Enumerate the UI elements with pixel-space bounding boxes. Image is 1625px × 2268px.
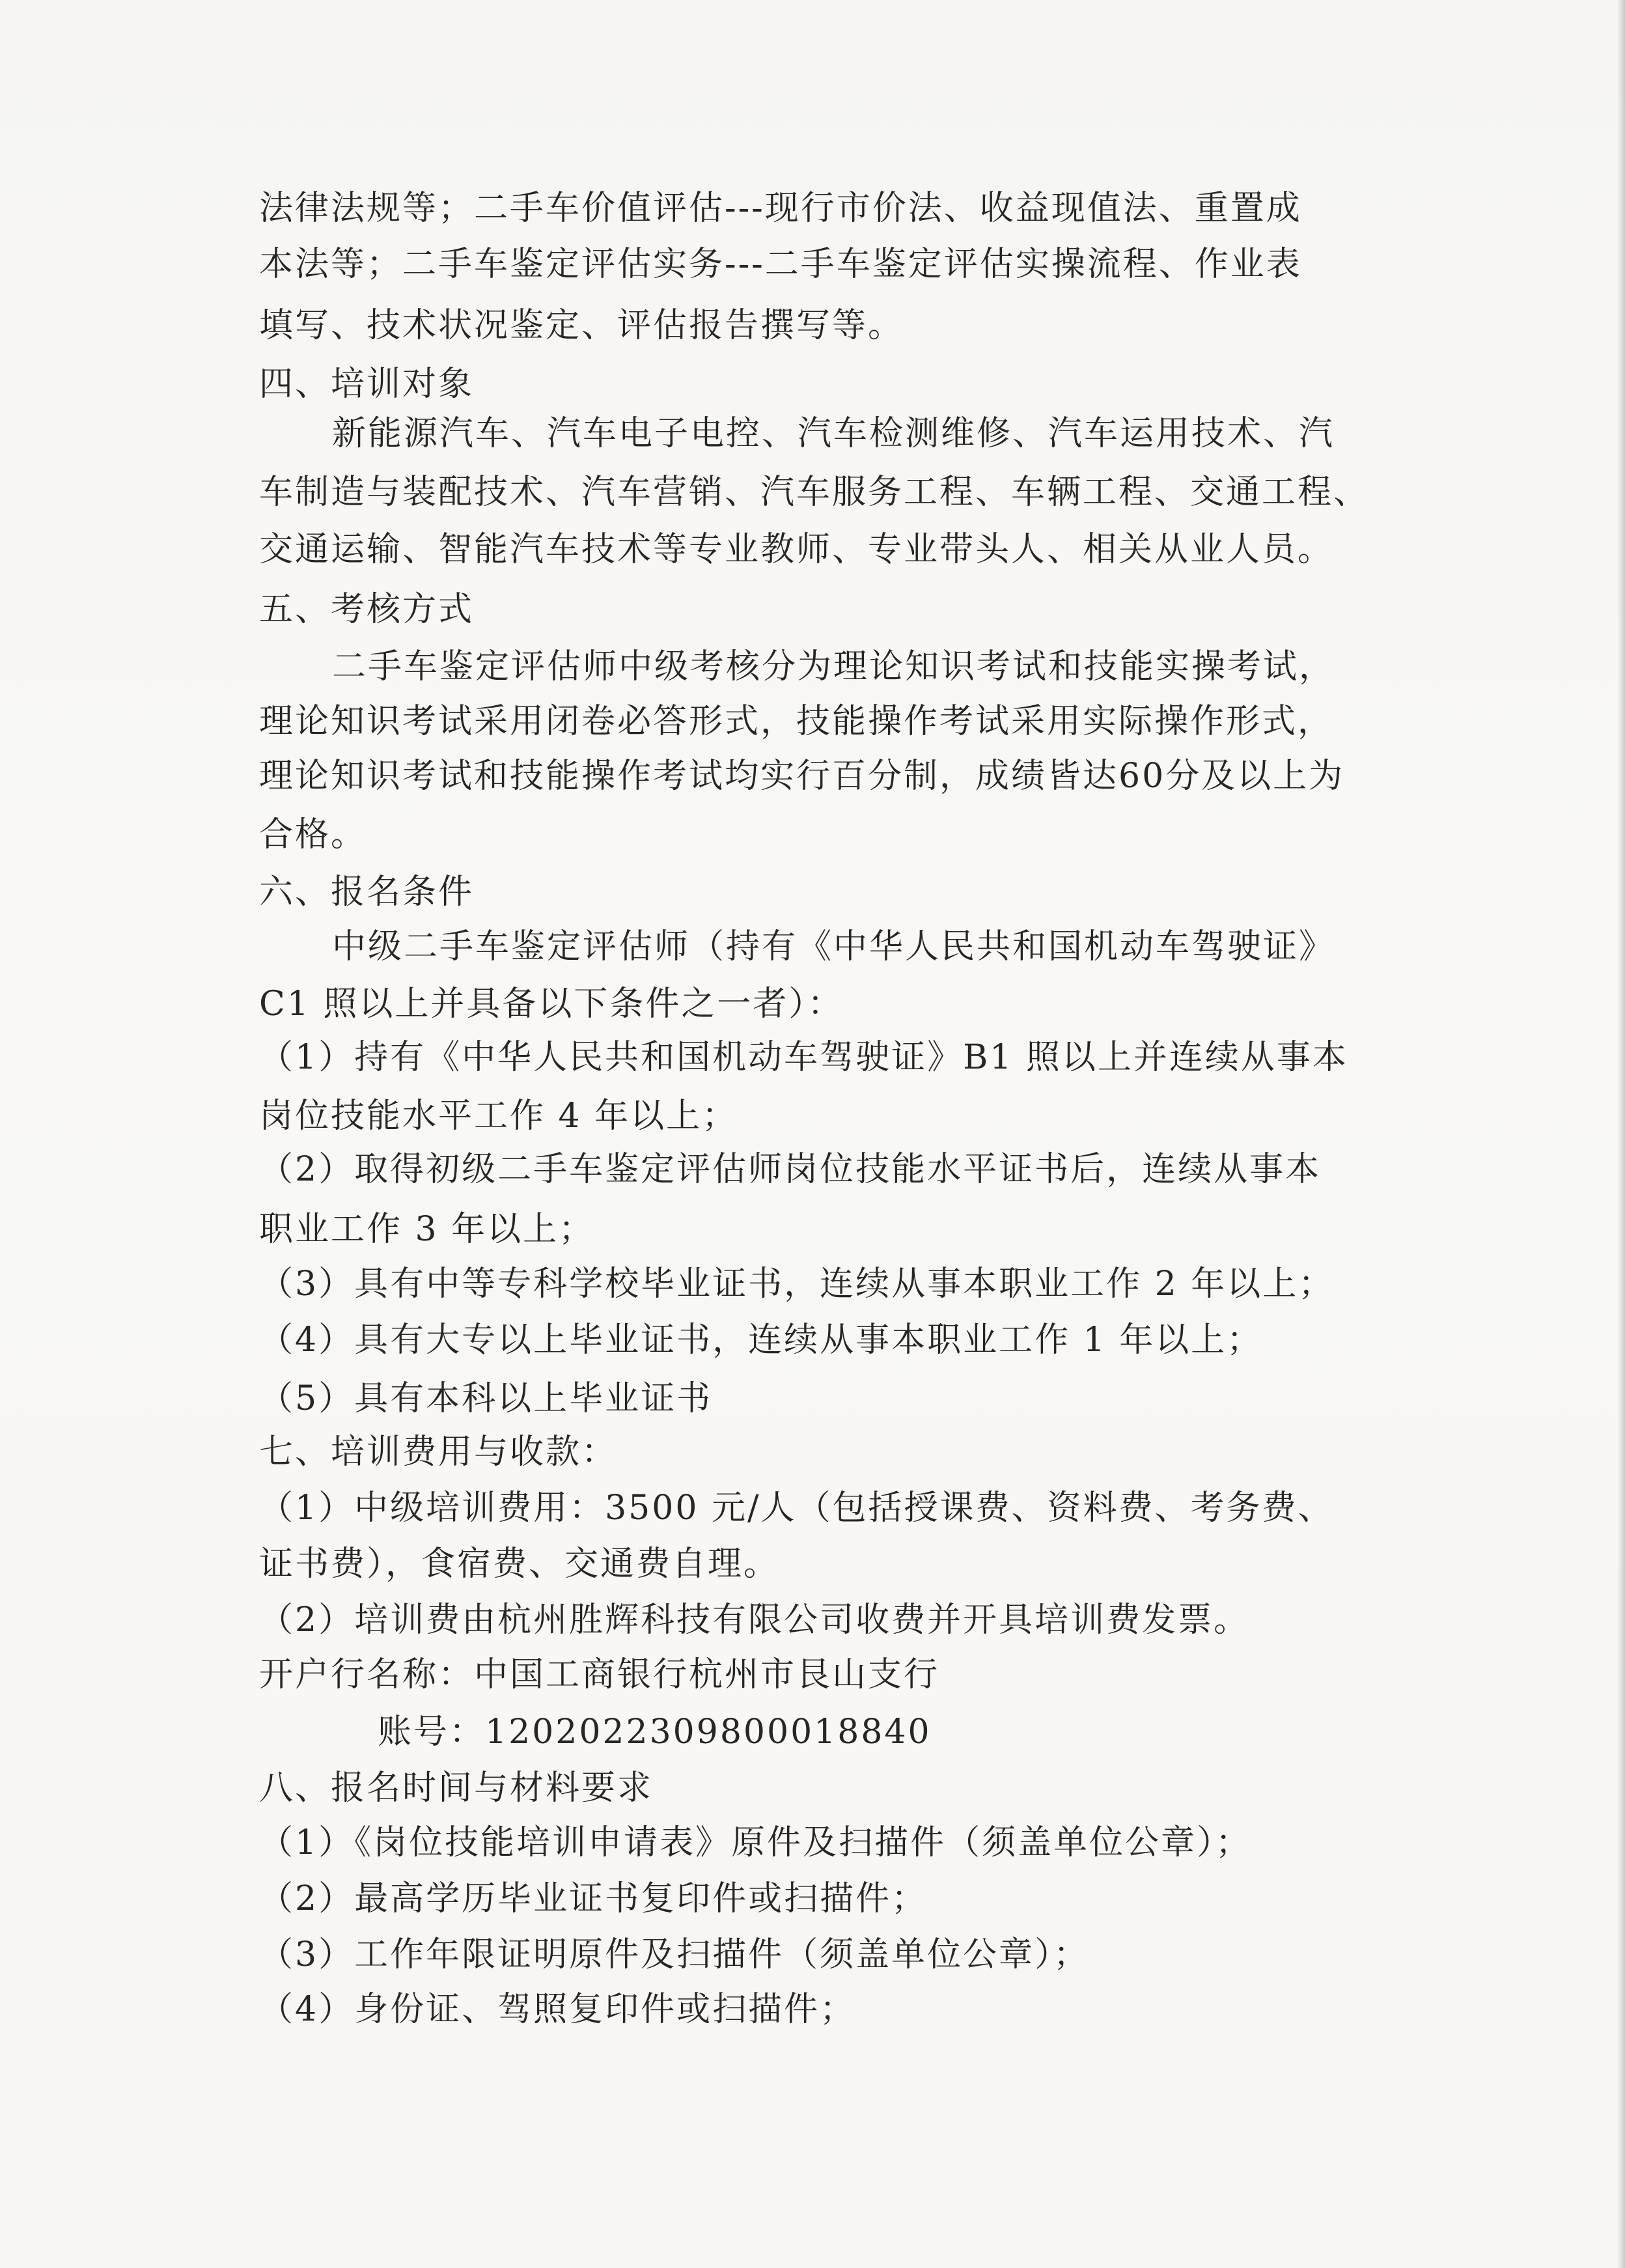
- section-heading-8: 八、报名时间与材料要求: [259, 1769, 654, 1808]
- section-heading-5: 五、考核方式: [259, 590, 475, 629]
- text-line: 合格。: [259, 815, 367, 854]
- text-line: 理论知识考试采用闭卷必答形式，技能操作考试采用实际操作形式，: [259, 702, 1334, 741]
- text-line: 交通运输、智能汽车技术等专业教师、专业带头人、相关从业人员。: [259, 530, 1334, 569]
- list-item: （2）最高学历毕业证书复印件或扫描件；: [259, 1879, 928, 1918]
- text-line: 职业工作 3 年以上；: [259, 1210, 595, 1249]
- text-line: 新能源汽车、汽车电子电控、汽车检测维修、汽车运用技术、汽: [332, 414, 1335, 453]
- text-line: 中级二手车鉴定评估师（持有《中华人民共和国机动车驾驶证》: [332, 927, 1335, 966]
- section-heading-7: 七、培训费用与收款：: [259, 1433, 618, 1472]
- text-line: 岗位技能水平工作 4 年以上；: [259, 1097, 738, 1136]
- bank-name: 开户行名称：中国工商银行杭州市艮山支行: [259, 1655, 940, 1694]
- section-heading-4: 四、培训对象: [259, 365, 475, 404]
- text-line: C1 照以上并具备以下条件之一者）：: [259, 985, 844, 1024]
- list-item: （4）具有大专以上毕业证书，连续从事本职业工作 1 年以上；: [259, 1321, 1263, 1360]
- text-line: 填写、技术状况鉴定、评估报告撰写等。: [259, 306, 904, 345]
- list-item: （3）具有中等专科学校毕业证书，连续从事本职业工作 2 年以上；: [259, 1265, 1335, 1304]
- text-line: 法律法规等；二手车价值评估---现行市价法、收益现值法、重置成: [259, 189, 1302, 228]
- list-item: （1）《岗位技能培训申请表》原件及扫描件（须盖单位公章）；: [259, 1823, 1252, 1862]
- list-item: （3）工作年限证明原件及扫描件（须盖单位公章）；: [259, 1935, 1090, 1974]
- list-item: （2）取得初级二手车鉴定评估师岗位技能水平证书后，连续从事本: [259, 1150, 1322, 1189]
- text-line: 本法等；二手车鉴定评估实务---二手车鉴定评估实操流程、作业表: [259, 245, 1302, 284]
- text-line: 二手车鉴定评估师中级考核分为理论知识考试和技能实操考试，: [332, 647, 1335, 686]
- list-item: （1）中级培训费用：3500 元/人（包括授课费、资料费、考务费、: [259, 1489, 1334, 1528]
- text-line: 理论知识考试和技能操作考试均实行百分制，成绩皆达60分及以上为: [259, 757, 1345, 796]
- text-line: 车制造与装配技术、汽车营销、汽车服务工程、车辆工程、交通工程、: [259, 473, 1370, 512]
- list-item: （2）培训费由杭州胜辉科技有限公司收费并开具培训费发票。: [259, 1601, 1250, 1640]
- text-line: 证书费），食宿费、交通费自理。: [259, 1545, 780, 1584]
- list-item: （4）身份证、驾照复印件或扫描件；: [259, 1990, 856, 2029]
- list-item: （5）具有本科以上毕业证书: [259, 1379, 713, 1418]
- list-item: （1）持有《中华人民共和国机动车驾驶证》B1 照以上并连续从事本: [259, 1038, 1348, 1077]
- account-number: 账号：1202022309800018840: [378, 1713, 932, 1752]
- page-edge-shadow: [1617, 0, 1625, 2268]
- section-heading-6: 六、报名条件: [259, 873, 475, 912]
